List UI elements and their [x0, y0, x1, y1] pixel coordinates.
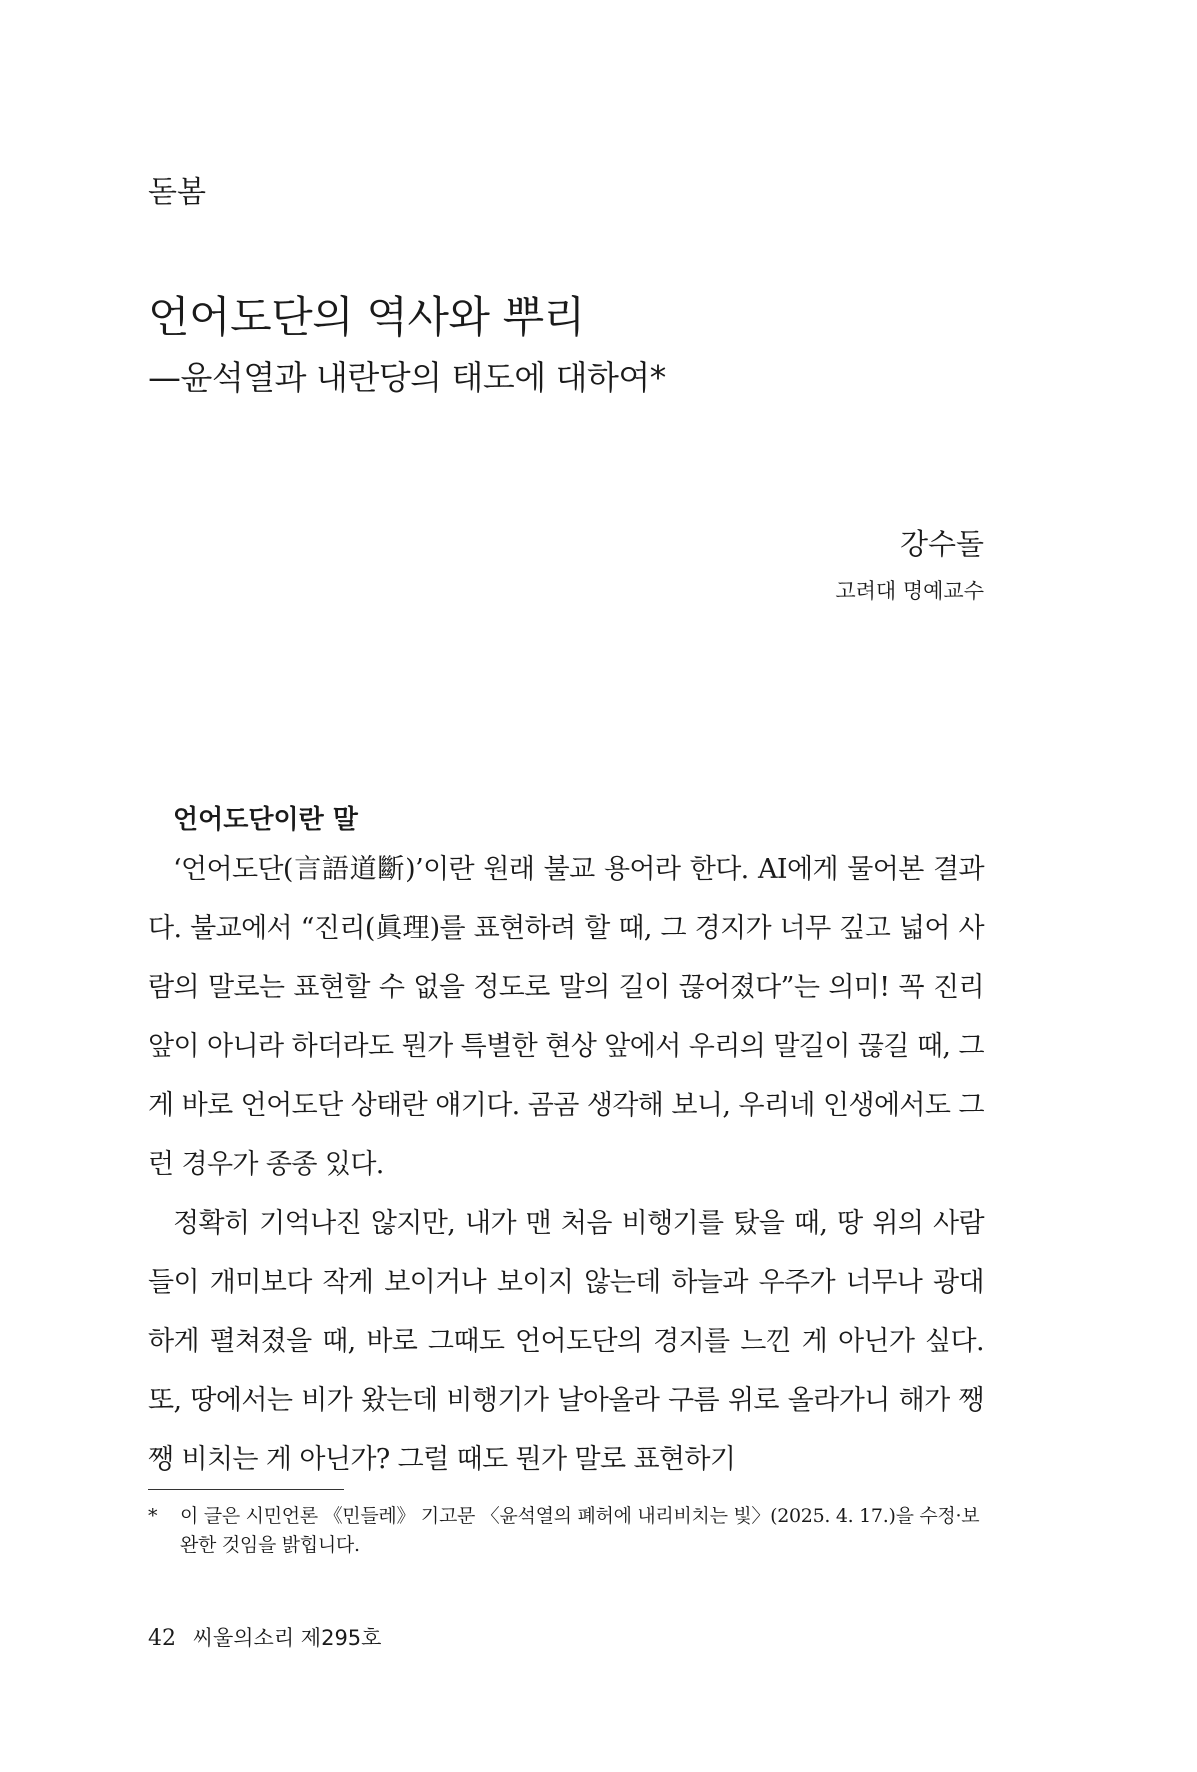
footnote-divider: [148, 1489, 344, 1490]
author-name: 강수돌: [899, 527, 984, 561]
page-number: 42: [148, 1626, 176, 1651]
paragraph: ‘언어도단(言語道斷)’이란 원래 불교 용어라 한다. AI에게 물어본 결과다. 불교에서 “진리(眞理)를 표현하려 할 때, 그 경지가 너무 깊고 넓어 사람의 말로는 표현할 수 없을 정도로 말의 길이 끊어졌다”는 의미! 꼭 진리 앞이 아니라 하더라도 뭔가 특별한 현상 앞에서 우리의 말길이 끊길 때, 그게 바로 언어도단 상태란 얘기다. 곰곰 생각해 보니, 우리네 인생에서도 그런 경우가 종종 있다.: [148, 854, 984, 1180]
article-title: 언어도단의 역사와 뿌리: [148, 293, 585, 343]
article-body: [148, 800, 984, 1489]
section-label: 돋봄: [148, 175, 206, 210]
footnote-mark: *: [148, 1505, 158, 1527]
paragraph: 정확히 기억나진 않지만, 내가 맨 처음 비행기를 탔을 때, 땅 위의 사람들이 개미보다 작게 보이거나 보이지 않는데 하늘과 우주가 너무나 광대하게 펼쳐졌을 때, 바로 그때도 언어도단의 경지를 느낀 게 아닌가 싶다. 또, 땅에서는 비가 왔는데 비행기가 날아올라 구름 위로 올라가니 해가 쨍쨍 비치는 게 아닌가? 그럴 때도 뭔가 말로 표현하기: [148, 1208, 984, 1475]
section-heading: 언어도단이란 말: [173, 805, 358, 835]
author-affiliation: 고려대 명예교수: [835, 579, 984, 603]
footnote-text: 이 글은 시민언론 《민들레》 기고문 〈윤석열의 폐허에 내리비치는 빛〉(2025. 4. 17.)을 수정·보완한 것임을 밝힙니다.: [180, 1505, 980, 1556]
page-footer: [148, 1628, 381, 1650]
publication-name: 씨울의소리 제295호: [192, 1626, 382, 1650]
footnote: [148, 1502, 984, 1560]
author-block: [835, 527, 984, 603]
article-subtitle: —윤석열과 내란당의 태도에 대하여*: [148, 358, 666, 397]
